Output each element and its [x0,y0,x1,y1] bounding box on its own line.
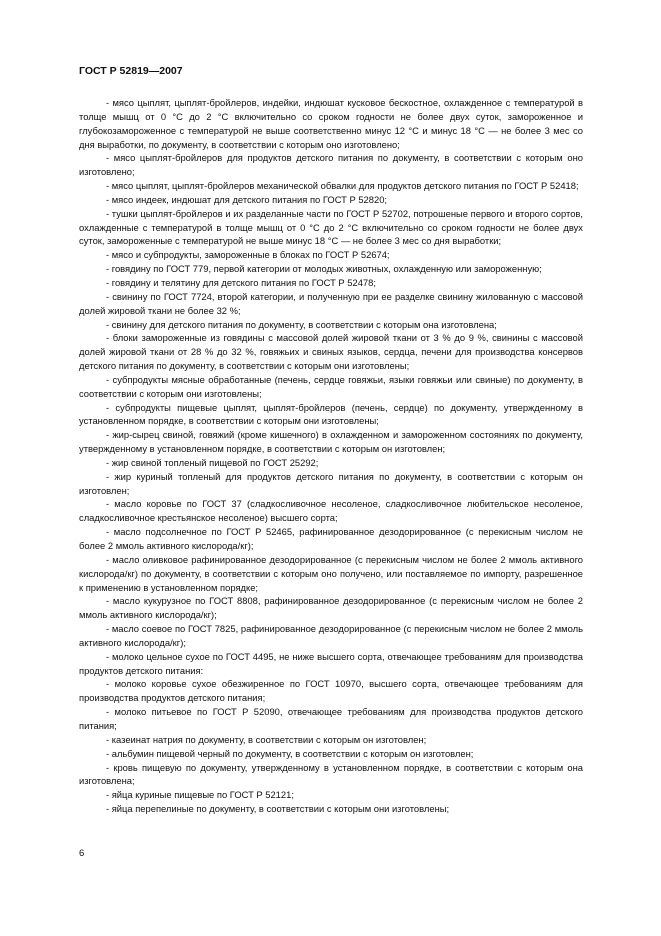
list-item: - мясо индеек, индюшат для детского питания по ГОСТ Р 52820; [106,193,388,205]
list-item: - жир свиной топленый пищевой по ГОСТ 25292; [106,456,319,468]
list-item: - яйца куриные пищевые по ГОСТ Р 52121; [106,789,294,801]
list-item: - масло подсолнечное по ГОСТ Р 52465, рафинированное дезодорированное (с перекисным числом не более 2 ммоль активного кислорода/кг); [79,526,583,551]
page-number: 6 [79,848,85,859]
list-item: - свинину по ГОСТ 7724, второй категории, и полученную при ее разделке свинину жилованную с массовой долей жировой ткани не более 32 %; [79,290,583,316]
list-item: - говядину по ГОСТ 779, первой категории от молодых животных, охлажденную или замороженную; [106,263,542,275]
list-item: - казеинат натрия по документу, в соответствии с которым он изготовлен; [106,733,427,745]
list-item: - субпродукты мясные обработанные (печень, сердце говяжьи, языки говяжьи или свиные) по документу, в соответствии с которым они изготовлены; [79,373,583,399]
list-item: - мясо цыплят-бройлеров для продуктов детского питания по документу, в соответствии с которым оно изготовлено; [79,152,583,178]
list-item: - кровь пищевую по документу, утвержденному в установленном порядке, в соответствии с которым она изготовлена; [79,761,583,787]
list-item: - молоко питьевое по ГОСТ Р 52090, отвечающее требованиям для производства продуктов детского питания; [79,706,583,731]
list-item: - свинину для детского питания по документу, в соответствии с которым она изготовлена; [106,318,497,330]
list-item: - масло оливковое рафинированное дезодорированное (с перекисным числом не более 2 ммоль активного кислорода/кг) по документу, в соответствии с которым оно получено, или поставляемое по импорту, разрешенное к применению в установленном порядке; [79,553,583,593]
list-item: - жир-сырец свиной, говяжий (кроме кишечного) в охлажденном и замороженном состояниях по документу, утвержденному в установленном порядке, в соответствии с которым он изготовлен; [79,429,583,455]
list-item: - тушки цыплят-бройлеров и их разделанные части по ГОСТ Р 52702, потрошеные первого и второго сортов, охлажденные с температурой в толще мышц от 0 °С до 2 °С включительно со сроком годности не более двух суток, замороженные с температурой не выше минус 18 °С — не более 3 мес со дня выработки; [79,207,583,247]
list-item: - субпродукты пищевые цыплят, цыплят-бройлеров (печень, сердце) по документу, утвержденному в установленном порядке, в соответствии с которым они изготовлены; [79,401,583,427]
page-header-standard-number: ГОСТ Р 52819—2007 [79,65,183,77]
list-item: - мясо цыплят, цыплят-бройлеров механической обвалки для продуктов детского питания по ГОСТ Р 52418; [106,180,579,192]
list-item: - масло кукурузное по ГОСТ 8808, рафинированное дезодорированное (с перекисным числом не более 2 ммоль активного кислорода/кг); [79,595,583,621]
list-item: - яйца перепелиные по документу, в соответствии с которым они изготовлены; [106,803,450,815]
list-item: - молоко цельное сухое по ГОСТ 4495, не ниже высшего сорта, отвечающее требованиям для производства продуктов детского питания: [79,650,583,676]
list-item: - альбумин пищевой черный по документу, в соответствии с которым он изготовлен; [106,747,474,759]
list-item: - масло соевое по ГОСТ 7825, рафинированное дезодорированное (с перекисным числом не более 2 ммоль активного кислорода/кг); [79,623,583,648]
list-item: - мясо и субпродукты, замороженные в блоках по ГОСТ Р 52674; [106,249,390,261]
list-item: - блоки замороженные из говядины с массовой долей жировой ткани от 3 % до 9 %, свинины с массовой долей жировой ткани от 28 % до 32 %, говяжьих и свиных языков, сердца, печени для производства консервов детского питания по документу, в соответствии с которым они изготовлены; [79,332,583,372]
list-item: - жир куриный топленый для продуктов детского питания по документу, в соответствии с которым он изготовлен; [79,470,583,496]
list-item: - говядину и телятину для детского питания по ГОСТ Р 52478; [106,276,376,288]
list-item: - молоко коровье сухое обезжиренное по ГОСТ 10970, высшего сорта, отвечающее требованиям для производства продуктов детского питания; [79,678,583,704]
list-item: - масло коровье по ГОСТ 37 (сладкосливочное несоленое, сладкосливочное любительское несоленое, сладкосливочное крестьянское несоленое) высшего сорта; [79,498,583,524]
list-item: - мясо цыплят, цыплят-бройлеров, индейки, индюшат кусковое бескостное, охлажденное с температурой в толще мышц от 0 °С до 2 °С включительно со сроком годности не более двух суток, замороженное и глубокозамороженное с температурой не выше соответственно минус 12 °С и минус 18 °С — не более 3 мес со дня выработки, по документу, в соответствии с которым оно изготовлено; [79,97,583,150]
document-body [79,96,583,816]
